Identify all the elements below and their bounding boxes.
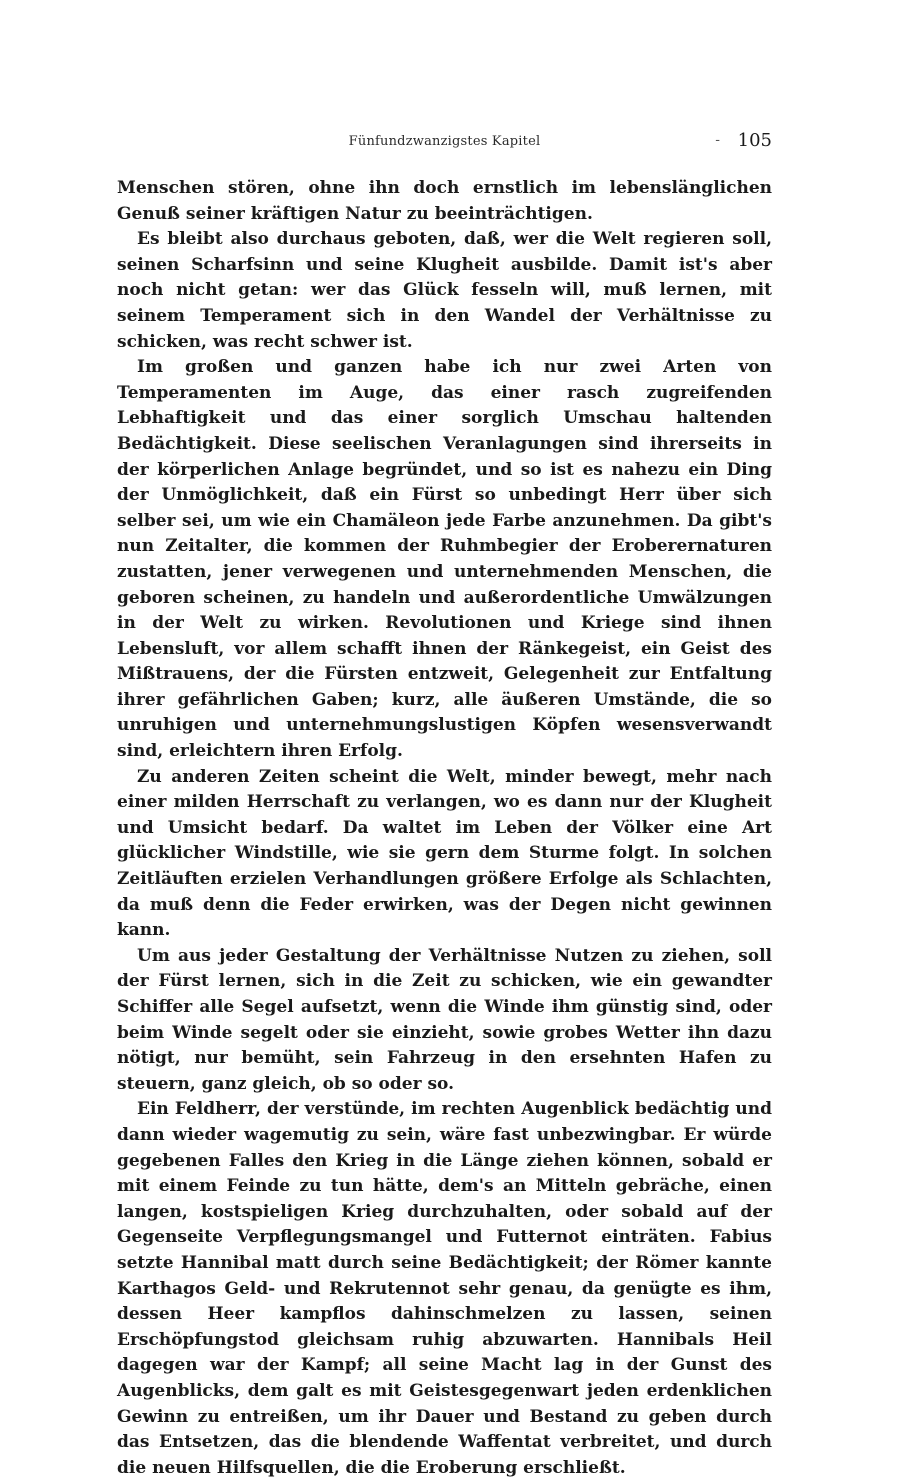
paragraph: Um aus jeder Gestaltung der Verhältnisse Nutzen zu ziehen, soll der Fürst lernen, sich in die Zeit zu schicken, wie ein gewandter Schiffer alle Segel aufsetzt, wenn die Winde ihm günstig sind, oder beim Winde segelt oder sie einzieht, sowie grobes Wetter ihn dazu nötigt, nur bemüht, sein Fahrzeug in den ersehnten Hafen zu steuern, ganz gleich, ob so oder so. xyxy=(117,945,772,1094)
paragraph: Zu anderen Zeiten scheint die Welt, minder bewegt, mehr nach einer milden Herrschaft zu verlangen, wo es dann nur der Klugheit und Umsicht bedarf. Da waltet im Leben der Völker eine Art glücklicher Windstille, wie sie gern dem Sturme folgt. In solchen Zeitläuften erzielen Verhandlungen größere Erfolge als Schlachten, da muß denn die Feder erwirken, was der Degen nicht gewinnen kann. xyxy=(117,766,772,941)
chapter-running-title: Fünfundzwanzigstes Kapitel xyxy=(348,134,541,149)
paragraph: Menschen stören, ohne ihn doch ernstlich im lebenslänglichen Genuß seiner kräftigen Natur zu beeinträchtigen. xyxy=(117,178,772,224)
paragraph: Ein Feldherr, der verstünde, im rechten Augenblick bedächtig und dann wieder wagemutig zu sein, wäre fast unbezwingbar. Er würde gegebenen Falles den Krieg in die Länge ziehen können, sobald er mit einem Feinde zu tun hätte, dem's an Mitteln gebräche, einen langen, kostspieligen Krieg durchzuhalten, oder sobald auf der Gegenseite Verpflegungsmangel und Futternot einträten. Fabius setzte Hannibal matt durch seine Bedächtigkeit; der Römer kannte Karthagos Geld- und Rekrutennot sehr genau, da genügte es ihm, dessen Heer kampflos dahinschmelzen zu lassen, seinen Erschöpfungstod gleichsam ruhig abzuwarten. Hannibals Heil dagegen war der Kampf; all seine Macht lag in der Gunst des Augenblicks, dem galt es mit Geistesgegenwart jeden erdenklichen Gewinn zu entreißen, um ihr Dauer und Bestand zu geben durch das Entsetzen, das die blendende Waffentat verbreitet, und durch die neuen Hilfsquellen, die die Eroberung erschließt. xyxy=(117,1099,772,1478)
header-dash: - xyxy=(715,132,720,148)
paragraph: Es bleibt also durchaus geboten, daß, wer die Welt regieren soll, seinen Scharfsinn und seine Klugheit ausbilde. Damit ist's aber noch nicht getan: wer das Glück fesseln will, muß lernen, mit seinem Temperament sich in den Wandel der Verhältnisse zu schicken, was recht schwer ist. xyxy=(117,229,772,352)
body-text xyxy=(117,176,772,1481)
running-head xyxy=(117,128,772,158)
page-number: 105 xyxy=(737,130,772,151)
paragraph: Im großen und ganzen habe ich nur zwei Arten von Temperamenten im Auge, das einer rasch zugreifenden Lebhaftigkeit und das einer sorglich Umschau haltenden Bedächtigkeit. Diese seelischen Veranlagungen sind ihrerseits in der körperlichen Anlage begründet, und so ist es nahezu ein Ding der Unmöglichkeit, daß ein Fürst so unbedingt Herr über sich selber sei, um wie ein Chamäleon jede Farbe anzunehmen. Da gibt's nun Zeitalter, die kommen der Ruhmbegier der Eroberernaturen zustatten, jener verwegenen und unternehmenden Menschen, die geboren scheinen, zu handeln und außerordentliche Umwälzungen in der Welt zu wirken. Revolutionen und Kriege sind ihnen Lebensluft, vor allem schafft ihnen der Ränkegeist, ein Geist des Mißtrauens, der die Fürsten entzweit, Gelegenheit zur Entfaltung ihrer gefährlichen Gaben; kurz, alle äußeren Umstände, die so unruhigen und unternehmungslustigen Köpfen wesensverwandt sind, erleichtern ihren Erfolg. xyxy=(117,357,772,762)
